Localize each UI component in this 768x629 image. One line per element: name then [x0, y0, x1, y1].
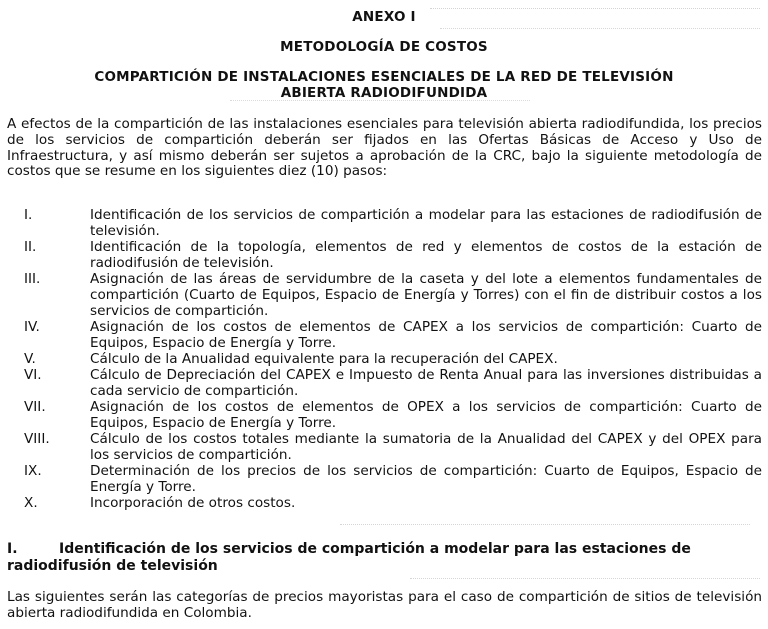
- subsection-title: Identificación de los servicios de compartición a modelar para las estaciones de radiodifusión de televisión: [7, 541, 691, 574]
- step-text: Asignación de los costos de elementos de CAPEX a los servicios de compartición: Cuarto de Equipos, Espacio de Energía y Torre.: [90, 319, 762, 351]
- step-number: II.: [24, 239, 37, 255]
- intro-paragraph: A efectos de la compartición de las instalaciones esenciales para televisión abierta radiodifundida, los precios de los servicios de compartición deberán ser fijados en las Ofertas Básicas de Acceso y Uso de Infraestructura, y así mismo deberán ser sujetos a aprobación de la CRC, bajo la siguiente metodología de costos que se resume en los siguientes diez (10) pasos:: [7, 116, 762, 180]
- section-heading-line1: COMPARTICIÓN DE INSTALACIONES ESENCIALES DE LA RED DE TELEVISIÓN: [94, 69, 674, 85]
- closing-paragraph: Las siguientes serán las categorías de precios mayoristas para el caso de compartición de sitios de televisión abierta radiodifundida en Colombia.: [7, 589, 762, 621]
- bleed-through-artifact: [440, 28, 760, 37]
- step-text: Determinación de los precios de los servicios de compartición: Cuarto de Equipos, Espacio de Energía y Torre.: [90, 463, 762, 495]
- step-number: VI.: [24, 367, 42, 383]
- step-text: Incorporación de otros costos.: [90, 495, 296, 511]
- step-text: Cálculo de los costos totales mediante la sumatoria de la Anualidad del CAPEX y del OPEX para los servicios de compartición.: [90, 431, 762, 463]
- step-number: IV.: [24, 319, 40, 335]
- step-text: Asignación de los costos de elementos de OPEX a los servicios de compartición: Cuarto de Equipos, Espacio de Energía y Torre.: [90, 399, 762, 431]
- step-number: I.: [24, 207, 33, 223]
- step-text: Cálculo de Depreciación del CAPEX e Impuesto de Renta Anual para las inversiones distribuidas a cada servicio de compartición.: [90, 367, 762, 399]
- annex-label: ANEXO I: [352, 9, 416, 25]
- subsection-number: I.: [7, 541, 18, 557]
- step-text: Asignación de las áreas de servidumbre de la caseta y del lote a elementos fundamentales de compartición (Cuarto de Equipos, Espacio de Energía y Torres) con el fin de distribuir costos a los servicios de compartición.: [90, 271, 762, 319]
- step-number: X.: [24, 495, 38, 511]
- subsection-heading: [7, 541, 762, 575]
- step-text: Identificación de la topología, elementos de red y elementos de costos de la estación de radiodifusión de televisión.: [90, 239, 762, 271]
- step-number: V.: [24, 351, 36, 367]
- step-number: IX.: [24, 463, 42, 479]
- bleed-through-artifact: [410, 578, 760, 585]
- bleed-through-artifact: [340, 524, 750, 531]
- bleed-through-artifact: [230, 100, 530, 107]
- step-text: Identificación de los servicios de compartición a modelar para las estaciones de radiodifusión de televisión.: [90, 207, 762, 239]
- step-text: Cálculo de la Anualidad equivalente para la recuperación del CAPEX.: [90, 351, 558, 367]
- section-heading-line2: ABIERTA RADIODIFUNDIDA: [280, 85, 488, 101]
- step-number: VII.: [24, 399, 46, 415]
- methodology-title: METODOLOGÍA DE COSTOS: [280, 39, 488, 55]
- step-number: VIII.: [24, 431, 50, 447]
- step-number: III.: [24, 271, 41, 287]
